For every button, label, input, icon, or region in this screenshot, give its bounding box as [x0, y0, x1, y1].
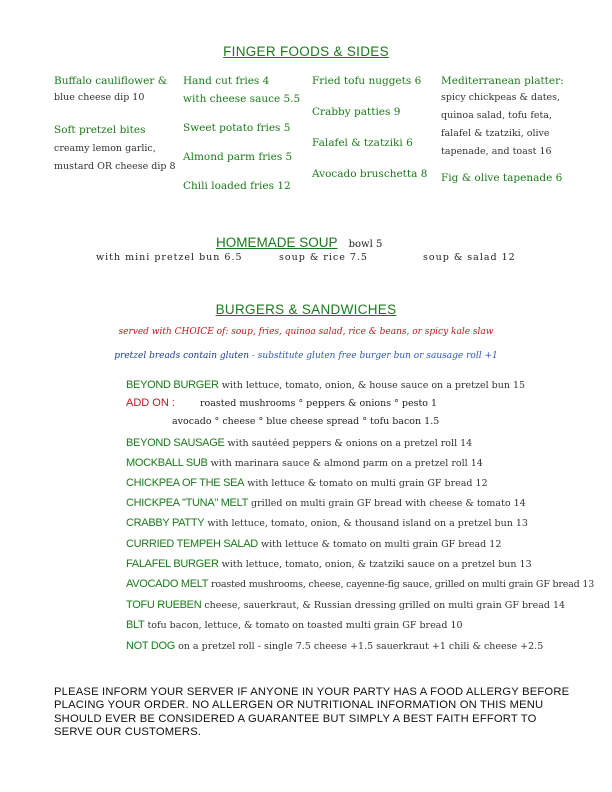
- gluten-note: [0, 351, 612, 361]
- menu-item-desc: quinoa salad, tofu feta,: [441, 110, 552, 121]
- soup-header: [216, 232, 382, 251]
- menu-item: [126, 497, 526, 509]
- menu-item-desc: spicy chickpeas & dates,: [441, 92, 561, 103]
- menu-item-desc: mustard OR cheese dip 8: [54, 161, 176, 172]
- served-with-note: served with CHOICE of: soup, fries, quinoa salad, rice & beans, or spicy kale slaw: [118, 327, 494, 337]
- menu-item: [126, 619, 463, 631]
- finger-foods-col2: [183, 74, 300, 194]
- soup-title: HOMEMADE SOUP: [216, 235, 338, 250]
- menu-item: [126, 538, 501, 550]
- soup-option-pretzel: with mini pretzel bun 6.5: [96, 252, 243, 263]
- menu-item-desc: with sautéed peppers & onions on a pretzel roll 14: [224, 438, 473, 449]
- add-on-line2: avocado ° cheese ° blue cheese spread ° tofu bacon 1.5: [172, 416, 440, 427]
- menu-item-desc: tofu bacon, lettuce, & tomato on toasted multi grain GF bread 10: [144, 620, 463, 631]
- menu-item-name: BEYOND BURGER: [126, 379, 219, 391]
- menu-item-desc: with marinara sauce & almond parm on a pretzel roll 14: [207, 458, 483, 469]
- finger-foods-col1: [54, 74, 176, 176]
- menu-item-name: Avocado bruschetta 8: [312, 168, 428, 180]
- menu-item-name: FALAFEL BURGER: [126, 558, 219, 570]
- finger-foods-title: FINGER FOODS & SIDES: [223, 44, 389, 59]
- menu-item-name: Almond parm fries 5: [183, 151, 293, 163]
- menu-item: [126, 517, 528, 529]
- menu-item-desc: with lettuce, tomato, onion, & house sauce on a pretzel bun 15: [218, 380, 526, 391]
- menu-item-desc: grilled on multi grain GF bread with cheese & tomato 14: [248, 498, 526, 509]
- menu-item: [126, 437, 472, 449]
- menu-item-name: CHICKPEA "TUNA" MELT: [126, 497, 249, 509]
- gluten-note-warning: pretzel breads contain gluten: [114, 351, 250, 361]
- menu-item: [126, 457, 483, 469]
- menu-item-desc: on a pretzel roll - single 7.5 cheese +1.5 sauerkraut +1 chili & cheese +2.5: [175, 641, 544, 652]
- menu-item-name: with cheese sauce 5.5: [183, 93, 301, 105]
- menu-item-desc: creamy lemon garlic,: [54, 143, 156, 154]
- menu-item: [126, 477, 488, 489]
- menu-item-desc: with lettuce, tomato, onion, & tzatziki sauce on a pretzel bun 13: [218, 559, 532, 570]
- menu-item: [126, 578, 594, 590]
- menu-item: [126, 558, 532, 570]
- menu-item-name: MOCKBALL SUB: [126, 457, 208, 469]
- menu-item-name: BLT: [126, 619, 145, 631]
- menu-item-name: Falafel & tzatziki 6: [312, 137, 413, 149]
- menu-item-desc: with lettuce, tomato, onion, & thousand island on a pretzel bun 13: [204, 518, 528, 529]
- soup-bowl-price: bowl 5: [348, 239, 383, 250]
- finger-foods-col3: [312, 74, 427, 182]
- soup-option-rice: soup & rice 7.5: [279, 252, 368, 263]
- menu-item-name: Buffalo cauliflower &: [54, 75, 168, 87]
- menu-item-name: Mediterranean platter:: [441, 75, 564, 87]
- menu-item-desc: cheese, sauerkraut, & Russian dressing grilled on multi grain GF bread 14: [201, 600, 566, 611]
- menu-item-name: Sweet potato fries 5: [183, 122, 291, 134]
- gluten-note-substitute: - substitute gluten free burger bun or sausage roll +1: [249, 351, 498, 361]
- finger-foods-col4: [441, 74, 564, 186]
- menu-item-name: TOFU RUEBEN: [126, 599, 202, 611]
- menu-item-name: NOT DOG: [126, 640, 176, 652]
- menu-item-name: Soft pretzel bites: [54, 124, 146, 136]
- menu-item-desc: falafel & tzatziki, olive: [441, 128, 550, 139]
- menu-item-desc: with lettuce & tomato on multi grain GF bread 12: [257, 539, 502, 550]
- soup-option-salad: soup & salad 12: [423, 252, 516, 263]
- menu-item-desc: roasted mushrooms, cheese, cayenne-fig sauce, grilled on multi grain GF bread 13: [208, 579, 595, 590]
- menu-item-name: BEYOND SAUSAGE: [126, 437, 225, 449]
- allergy-notice: PLEASE INFORM YOUR SERVER IF ANYONE IN YOUR PARTY HAS A FOOD ALLERGY BEFORE PLACING YOUR ORDER. NO ALLERGEN OR NUTRITIONAL INFORMATION ON THIS MENU SHOULD EVER BE CONSIDERED A GUARANTEE BUT SIMPLY A BEST FAITH EFFORT TO SERVE OUR CUSTOMERS.: [54, 686, 570, 739]
- menu-item-name: CURRIED TEMPEH SALAD: [126, 538, 258, 550]
- add-on-line1: roasted mushrooms ° peppers & onions ° pesto 1: [200, 398, 438, 409]
- menu-item-name: Crabby patties 9: [312, 106, 401, 118]
- menu-item-name: Fig & olive tapenade 6: [441, 172, 563, 184]
- menu-item-name: AVOCADO MELT: [126, 578, 209, 590]
- menu-item: [126, 379, 525, 391]
- menu-item-desc: with lettuce & tomato on multi grain GF bread 12: [244, 478, 488, 489]
- menu-item: [126, 640, 543, 652]
- menu-item: [126, 599, 565, 611]
- add-on-label: ADD ON :: [126, 397, 175, 409]
- burgers-title: BURGERS & SANDWICHES: [215, 302, 397, 317]
- menu-item-name: CRABBY PATTY: [126, 517, 205, 529]
- menu-item-name: Chili loaded fries 12: [183, 180, 291, 192]
- menu-item-name: CHICKPEA OF THE SEA: [126, 477, 245, 489]
- menu-item-name: Hand cut fries 4: [183, 75, 270, 87]
- menu-item-desc: tapenade, and toast 16: [441, 146, 552, 157]
- menu-item-name: Fried tofu nuggets 6: [312, 75, 422, 87]
- menu-item-desc: blue cheese dip 10: [54, 92, 145, 103]
